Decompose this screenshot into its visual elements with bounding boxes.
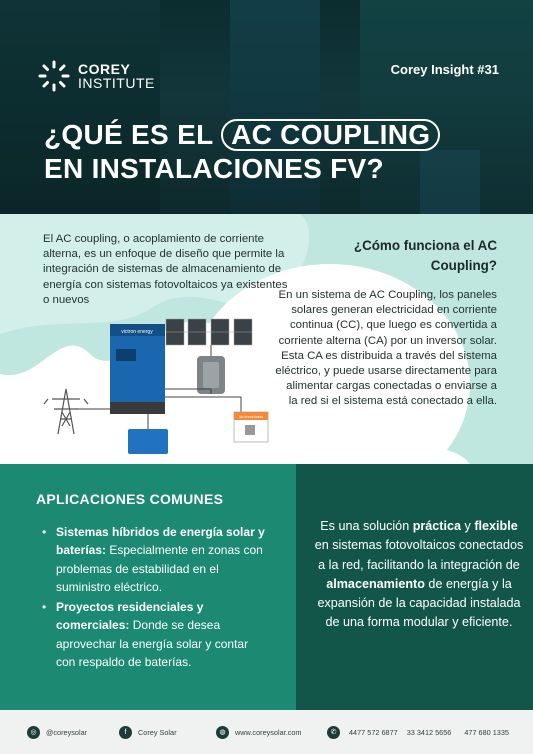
summary-emphasis: almacenamiento	[326, 576, 425, 591]
summary-fragment: Es una solución	[320, 519, 413, 533]
globe-icon: ◍	[216, 726, 229, 739]
list-item	[36, 523, 266, 596]
phone-icon: ✆	[327, 726, 340, 739]
phone-numbers	[327, 726, 509, 739]
brand-logo	[38, 60, 155, 92]
summary-panel	[296, 464, 533, 710]
explanation-section	[0, 214, 533, 464]
summary-emphasis: práctica	[412, 519, 462, 533]
hero-banner	[0, 0, 533, 214]
facebook-link[interactable]	[119, 726, 216, 739]
sun-logo-icon	[38, 60, 70, 92]
item-text: Donde se desea aprovechar la energía solar y contar con respaldo de baterías.	[56, 618, 249, 670]
brand-subtitle: INSTITUTE	[78, 75, 155, 91]
ac-coupling-diagram	[40, 294, 280, 464]
website-link[interactable]	[216, 726, 327, 739]
how-it-works-title: ¿Cómo funciona el AC Coupling?	[353, 238, 497, 273]
applications-panel	[0, 464, 296, 710]
charger-icon	[128, 429, 168, 454]
title-part1: ¿QUÉ ES EL	[44, 119, 213, 150]
instagram-handle: @coreysolar	[46, 727, 88, 737]
phone-number[interactable]: 33 3412 5656	[406, 727, 452, 737]
summary-fragment: de energía y la expansión de la capacidad instalada de una forma modular y eficiente.	[317, 576, 521, 630]
item-text: Especialmente en zonas con problemas de estabilidad en el suministro eléctrico.	[56, 543, 263, 594]
instagram-icon: ◎	[27, 726, 40, 739]
intro-paragraph: El AC coupling, o acoplamiento de corriente alterna, es un enfoque de diseño que permite la integración de sistemas de almacenamiento de energía con sistemas fotovoltaicos ya existentes o nuevos	[43, 233, 288, 306]
list-item	[36, 598, 266, 671]
summary-fragment: en sistemas fotovoltaicos conectados a la red, facilitando la integración de	[314, 538, 524, 572]
summary-text	[314, 517, 524, 633]
website-url: www.coreysolar.com	[235, 727, 302, 737]
inverter-icon	[110, 324, 165, 414]
facebook-name: Corey Solar	[138, 727, 177, 737]
breaker-label: No break loads	[238, 415, 264, 419]
summary-emphasis: flexible	[474, 519, 518, 533]
summary-fragment: y	[461, 519, 475, 533]
insight-label: Corey Insight #31	[390, 62, 499, 77]
power-tower-icon	[44, 389, 88, 434]
title-part2: EN INSTALACIONES FV?	[44, 153, 384, 184]
phone-number[interactable]: 4477 572 6877	[349, 727, 398, 737]
applications-section	[0, 464, 533, 710]
how-it-works-body: En un sistema de AC Coupling, los paneles solares generan electricidad en corriente continua (CC), que luego es convertida a corriente alterna (CA) por un inversor solar. Esta CA es distribuida a través del sistema eléctrico, y puede usarse directamente para alimentar cargas conectadas o enviarse a la red si el sistema está conectado a ella.	[275, 289, 497, 408]
phone-number[interactable]: 477 680 1335	[464, 727, 509, 737]
item-heading: Sistemas híbridos de energía solar y baterías:	[56, 525, 265, 558]
inverter-label: victron energy	[121, 329, 153, 335]
item-heading: Proyectos residenciales y comerciales:	[56, 600, 204, 633]
page-title	[44, 118, 440, 186]
brand-name: COREY	[78, 61, 131, 77]
instagram-link[interactable]	[27, 726, 119, 739]
applications-list	[36, 523, 266, 671]
applications-title: APLICACIONES COMUNES	[36, 491, 224, 507]
title-highlight: AC COUPLING	[221, 119, 440, 151]
facebook-icon: f	[119, 726, 132, 739]
footer	[0, 710, 533, 754]
